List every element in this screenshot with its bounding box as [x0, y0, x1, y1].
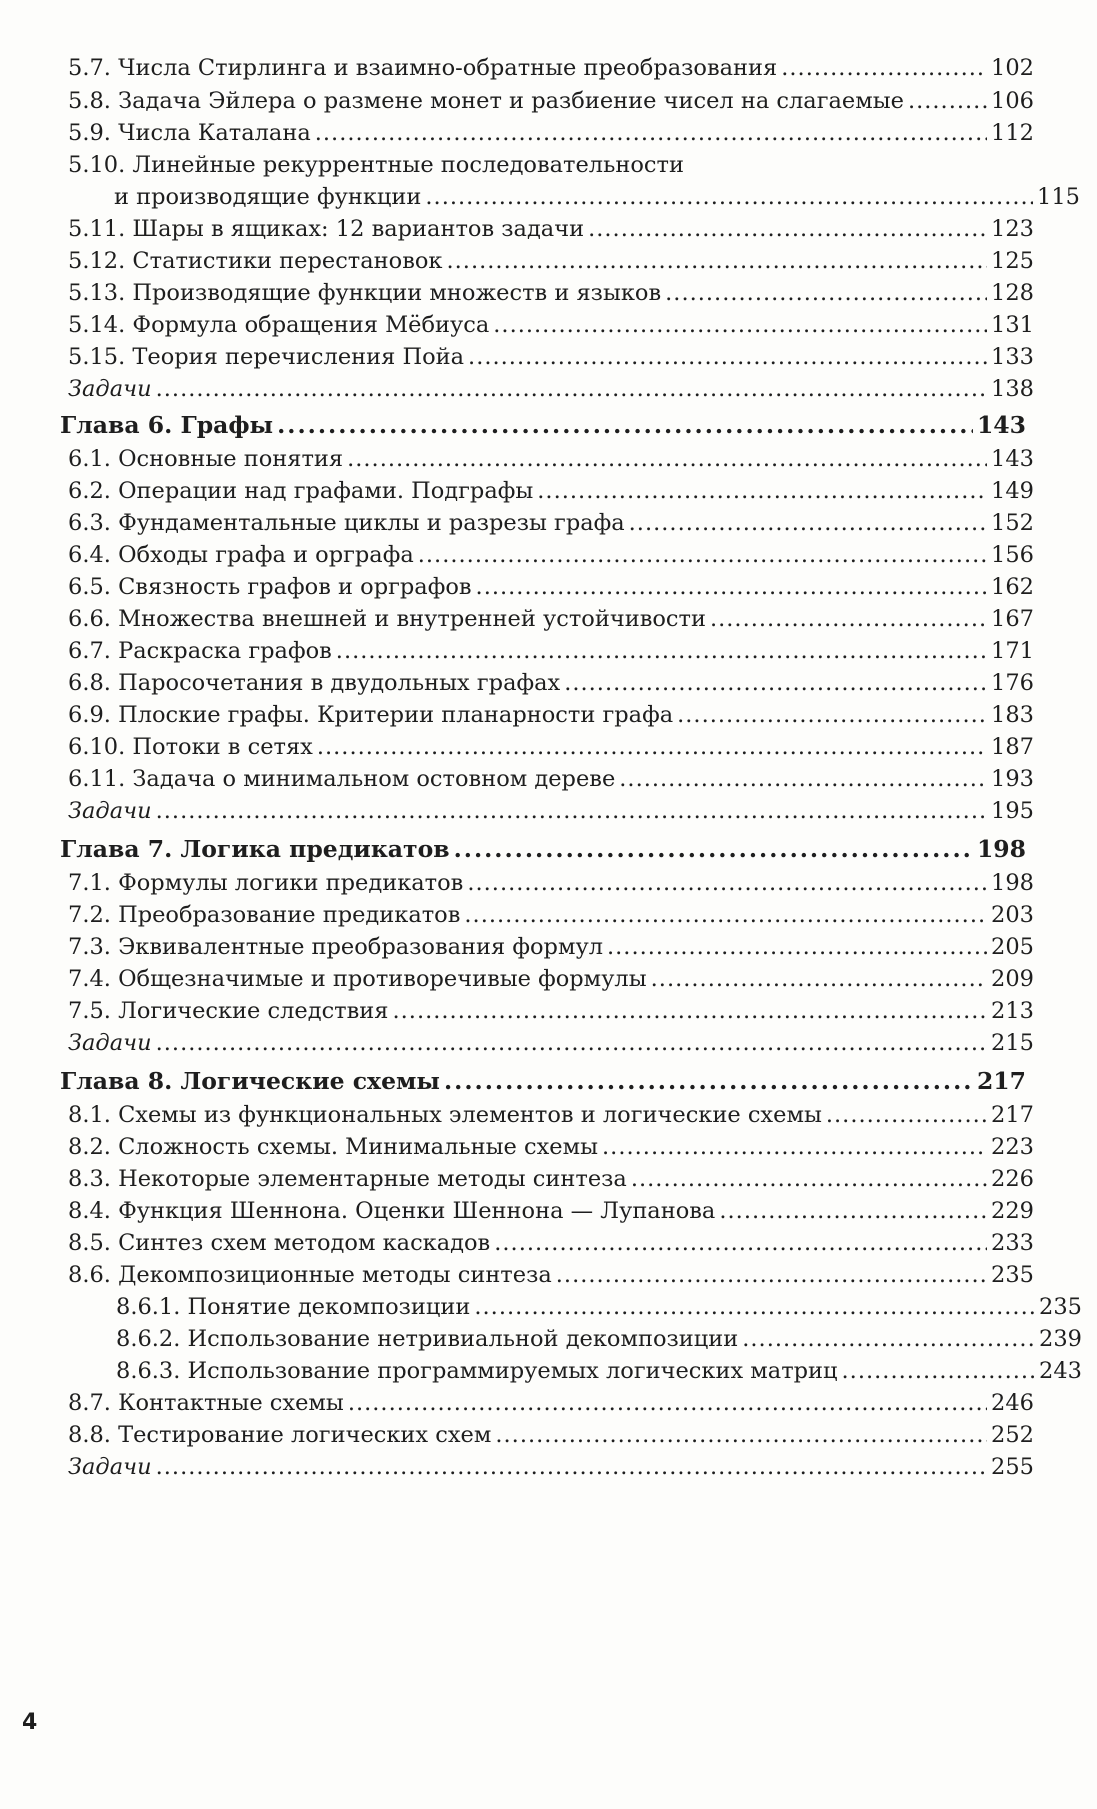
toc-entry-title: Глава 8. Логические схемы — [60, 1067, 440, 1095]
dot-leader — [629, 508, 987, 538]
toc-entry-title: 7.4. Общезначимые и противоречивые формулы — [68, 966, 647, 992]
toc-section — [60, 1100, 1034, 1130]
toc-entry-title: 5.14. Формула обращения Мёбиуса — [68, 312, 490, 338]
toc-entry-title: 7.2. Преобразование предикатов — [68, 902, 461, 928]
toc-entry-page: 138 — [991, 376, 1034, 402]
toc-entry-title: 5.10. Линейные рекуррентные последовательности — [68, 152, 684, 178]
toc-entry-page: 171 — [991, 638, 1034, 664]
toc-entry-title: 6.4. Обходы графа и орграфа — [68, 542, 414, 568]
toc-entry-page: 143 — [976, 411, 1026, 439]
dot-leader — [495, 1420, 987, 1450]
dot-leader — [474, 1292, 1035, 1322]
toc-section — [60, 53, 1034, 83]
dot-leader — [444, 1066, 973, 1096]
toc-section — [60, 246, 1034, 276]
dot-leader — [781, 53, 987, 83]
toc-entry-title: 6.11. Задача о минимальном остовном дереве — [68, 766, 616, 792]
dot-leader — [336, 636, 987, 666]
dot-leader — [467, 868, 987, 898]
toc-problems — [60, 1452, 1034, 1482]
dot-leader — [719, 1196, 987, 1226]
toc-entry-page: 167 — [991, 606, 1034, 632]
toc-entry-title: Задачи — [68, 1030, 152, 1056]
toc-entry-title: 5.9. Числа Каталана — [68, 120, 311, 146]
dot-leader — [602, 1132, 987, 1162]
toc-entry-title: 5.12. Статистики перестановок — [68, 248, 443, 274]
toc-entry-title: 8.6. Декомпозиционные методы синтеза — [68, 1262, 552, 1288]
toc-entry-title: 8.6.2. Использование нетривиальной декомпозиции — [116, 1326, 739, 1352]
toc-section — [60, 476, 1034, 506]
toc-section — [60, 996, 1034, 1026]
dot-leader — [156, 1028, 987, 1058]
toc-section — [60, 700, 1034, 730]
dot-leader — [425, 182, 1033, 212]
toc-entry-title: 6.3. Фундаментальные циклы и разрезы графа — [68, 510, 625, 536]
toc-entry-title: 8.3. Некоторые элементарные методы синтеза — [68, 1166, 627, 1192]
dot-leader — [476, 572, 988, 602]
toc-section — [60, 1388, 1034, 1418]
toc-entry-title: 8.6.3. Использование программируемых логических матриц — [116, 1358, 838, 1384]
toc-entry-page: 176 — [991, 670, 1034, 696]
toc-entry-page: 233 — [991, 1230, 1034, 1256]
toc-entry-title: и производящие функции — [114, 184, 422, 210]
toc-chapter — [60, 1066, 1026, 1096]
toc-section — [60, 636, 1034, 666]
toc-section — [60, 214, 1034, 244]
toc-entry-page: 131 — [991, 312, 1034, 338]
toc-entry-title: Задачи — [68, 376, 152, 402]
dot-leader — [468, 342, 987, 372]
toc-section — [60, 964, 1034, 994]
dot-leader — [607, 932, 987, 962]
toc-entry-page: 198 — [991, 870, 1034, 896]
toc-entry-title: 6.6. Множества внешней и внутренней устойчивости — [68, 606, 706, 632]
toc-entry-title: Задачи — [68, 798, 152, 824]
toc-entry-page: 255 — [991, 1454, 1034, 1480]
toc-entry-title: Глава 6. Графы — [60, 411, 274, 439]
toc-section — [60, 1132, 1034, 1162]
toc-entry-title: 5.15. Теория перечисления Пойа — [68, 344, 465, 370]
toc-section — [60, 572, 1034, 602]
toc-entry-page: 239 — [1039, 1326, 1082, 1352]
dot-leader — [908, 86, 987, 116]
toc-entry-title: 6.2. Операции над графами. Подграфы — [68, 478, 534, 504]
toc-subsection — [60, 1292, 1082, 1322]
dot-leader — [315, 118, 987, 148]
toc-entry-page: 205 — [991, 934, 1034, 960]
toc-entry-title: 6.9. Плоские графы. Критерии планарности графа — [68, 702, 674, 728]
toc-entry-title: 7.5. Логические следствия — [68, 998, 389, 1024]
dot-leader — [156, 796, 987, 826]
toc-entry-page: 162 — [991, 574, 1034, 600]
toc-section — [60, 278, 1034, 308]
toc-entry-page: 217 — [976, 1067, 1026, 1095]
toc-chapter — [60, 410, 1026, 440]
toc-section — [60, 508, 1034, 538]
toc-entry-page: 217 — [991, 1102, 1034, 1128]
toc-subsection — [60, 1324, 1082, 1354]
toc-entry-title: 6.7. Раскраска графов — [68, 638, 332, 664]
toc-entry-page: 215 — [991, 1030, 1034, 1056]
toc-section — [60, 932, 1034, 962]
toc-entry-page: 193 — [991, 766, 1034, 792]
toc-section — [60, 342, 1034, 372]
toc-entry-page: 195 — [991, 798, 1034, 824]
dot-leader — [631, 1164, 987, 1194]
toc-section — [60, 1164, 1034, 1194]
toc-entry-title: 6.1. Основные понятия — [68, 446, 344, 472]
toc-entry-title: 8.2. Сложность схемы. Минимальные схемы — [68, 1134, 599, 1160]
toc-entry-page: 243 — [1039, 1358, 1082, 1384]
toc-entry-page: 203 — [991, 902, 1034, 928]
toc-entry-title: 8.1. Схемы из функциональных элементов и логические схемы — [68, 1102, 822, 1128]
toc-entry-page: 198 — [976, 835, 1026, 863]
toc-section — [60, 900, 1034, 930]
toc-entry-title: 5.7. Числа Стирлинга и взаимно-обратные преобразования — [68, 55, 778, 81]
toc-entry-title: 8.7. Контактные схемы — [68, 1390, 344, 1416]
toc-problems — [60, 374, 1034, 404]
toc-entry-page: 246 — [991, 1390, 1034, 1416]
toc-section — [60, 444, 1034, 474]
dot-leader — [348, 1388, 987, 1418]
toc-entry-page: 235 — [991, 1262, 1034, 1288]
dot-leader — [494, 1228, 987, 1258]
toc-entry-page: 187 — [991, 734, 1034, 760]
toc-section — [60, 118, 1034, 148]
toc-problems — [60, 796, 1034, 826]
dot-leader — [651, 964, 987, 994]
toc-entry-page: 156 — [991, 542, 1034, 568]
dot-leader — [464, 900, 987, 930]
toc-entry-title: Задачи — [68, 1454, 152, 1480]
toc-section-continuation — [60, 182, 1080, 212]
dot-leader — [454, 834, 973, 864]
toc-entry-page: 226 — [991, 1166, 1034, 1192]
dot-leader — [564, 668, 987, 698]
toc-section — [60, 764, 1034, 794]
toc-chapter — [60, 834, 1026, 864]
toc-entry-page: 252 — [991, 1422, 1034, 1448]
toc-section — [60, 1228, 1034, 1258]
toc-entry-page: 149 — [991, 478, 1034, 504]
toc-section — [60, 310, 1034, 340]
toc-entry-page: 133 — [991, 344, 1034, 370]
dot-leader — [156, 1452, 987, 1482]
dot-leader — [418, 540, 987, 570]
toc-entry-title: 5.13. Производящие функции множеств и языков — [68, 280, 662, 306]
dot-leader — [447, 246, 988, 276]
toc-entry-page: 102 — [991, 55, 1034, 81]
toc-entry-page: 123 — [991, 216, 1034, 242]
dot-leader — [493, 310, 987, 340]
dot-leader — [665, 278, 987, 308]
toc-entry-page: 235 — [1039, 1294, 1082, 1320]
toc-entry-title: 5.8. Задача Эйлера о размене монет и разбиение чисел на слагаемые — [68, 88, 904, 114]
toc-section — [60, 86, 1034, 116]
toc-entry-page: 128 — [991, 280, 1034, 306]
toc-section — [60, 732, 1034, 762]
toc-section — [60, 1420, 1034, 1450]
dot-leader — [392, 996, 987, 1026]
toc-entry-title: 7.3. Эквивалентные преобразования формул — [68, 934, 603, 960]
toc-section — [60, 604, 1034, 634]
toc-entry-page: 213 — [991, 998, 1034, 1024]
toc-section — [60, 1196, 1034, 1226]
dot-leader — [317, 732, 987, 762]
page-number: 4 — [22, 1710, 38, 1735]
dot-leader — [347, 444, 987, 474]
toc-section — [60, 868, 1034, 898]
toc-entry-page: 223 — [991, 1134, 1034, 1160]
toc-entry-page: 125 — [991, 248, 1034, 274]
toc-entry-page: 183 — [991, 702, 1034, 728]
toc-entry-page: 152 — [991, 510, 1034, 536]
toc-entry-page: 106 — [991, 88, 1034, 114]
toc-section — [60, 150, 1034, 180]
toc-entry-title: 8.6.1. Понятие декомпозиции — [116, 1294, 471, 1320]
toc-entry-title: 6.10. Потоки в сетях — [68, 734, 313, 760]
toc-section — [60, 1260, 1034, 1290]
dot-leader — [826, 1100, 987, 1130]
toc-entry-page: 115 — [1037, 184, 1080, 210]
toc-section — [60, 668, 1034, 698]
toc-section — [60, 540, 1034, 570]
toc-entry-page: 112 — [991, 120, 1034, 146]
toc-entry-page: 209 — [991, 966, 1034, 992]
toc-entry-title: 8.8. Тестирование логических схем — [68, 1422, 492, 1448]
dot-leader — [677, 700, 987, 730]
toc-entry-page: 143 — [991, 446, 1034, 472]
dot-leader — [537, 476, 987, 506]
toc-subsection — [60, 1356, 1082, 1386]
dot-leader — [842, 1356, 1036, 1386]
dot-leader — [156, 374, 987, 404]
toc-entry-title: 6.8. Паросочетания в двудольных графах — [68, 670, 561, 696]
toc-entry-title: 8.4. Функция Шеннона. Оценки Шеннона — Лупанова — [68, 1198, 716, 1224]
dot-leader — [277, 410, 973, 440]
dot-leader — [619, 764, 987, 794]
dot-leader — [742, 1324, 1035, 1354]
toc-entry-title: 5.11. Шары в ящиках: 12 вариантов задачи — [68, 216, 585, 242]
toc-entry-title: 7.1. Формулы логики предикатов — [68, 870, 464, 896]
toc-entry-title: Глава 7. Логика предикатов — [60, 835, 450, 863]
toc-problems — [60, 1028, 1034, 1058]
toc-entry-title: 6.5. Связность графов и орграфов — [68, 574, 472, 600]
toc-entry-title: 8.5. Синтез схем методом каскадов — [68, 1230, 491, 1256]
dot-leader — [588, 214, 987, 244]
dot-leader — [710, 604, 987, 634]
toc-entry-page: 229 — [991, 1198, 1034, 1224]
dot-leader — [556, 1260, 987, 1290]
